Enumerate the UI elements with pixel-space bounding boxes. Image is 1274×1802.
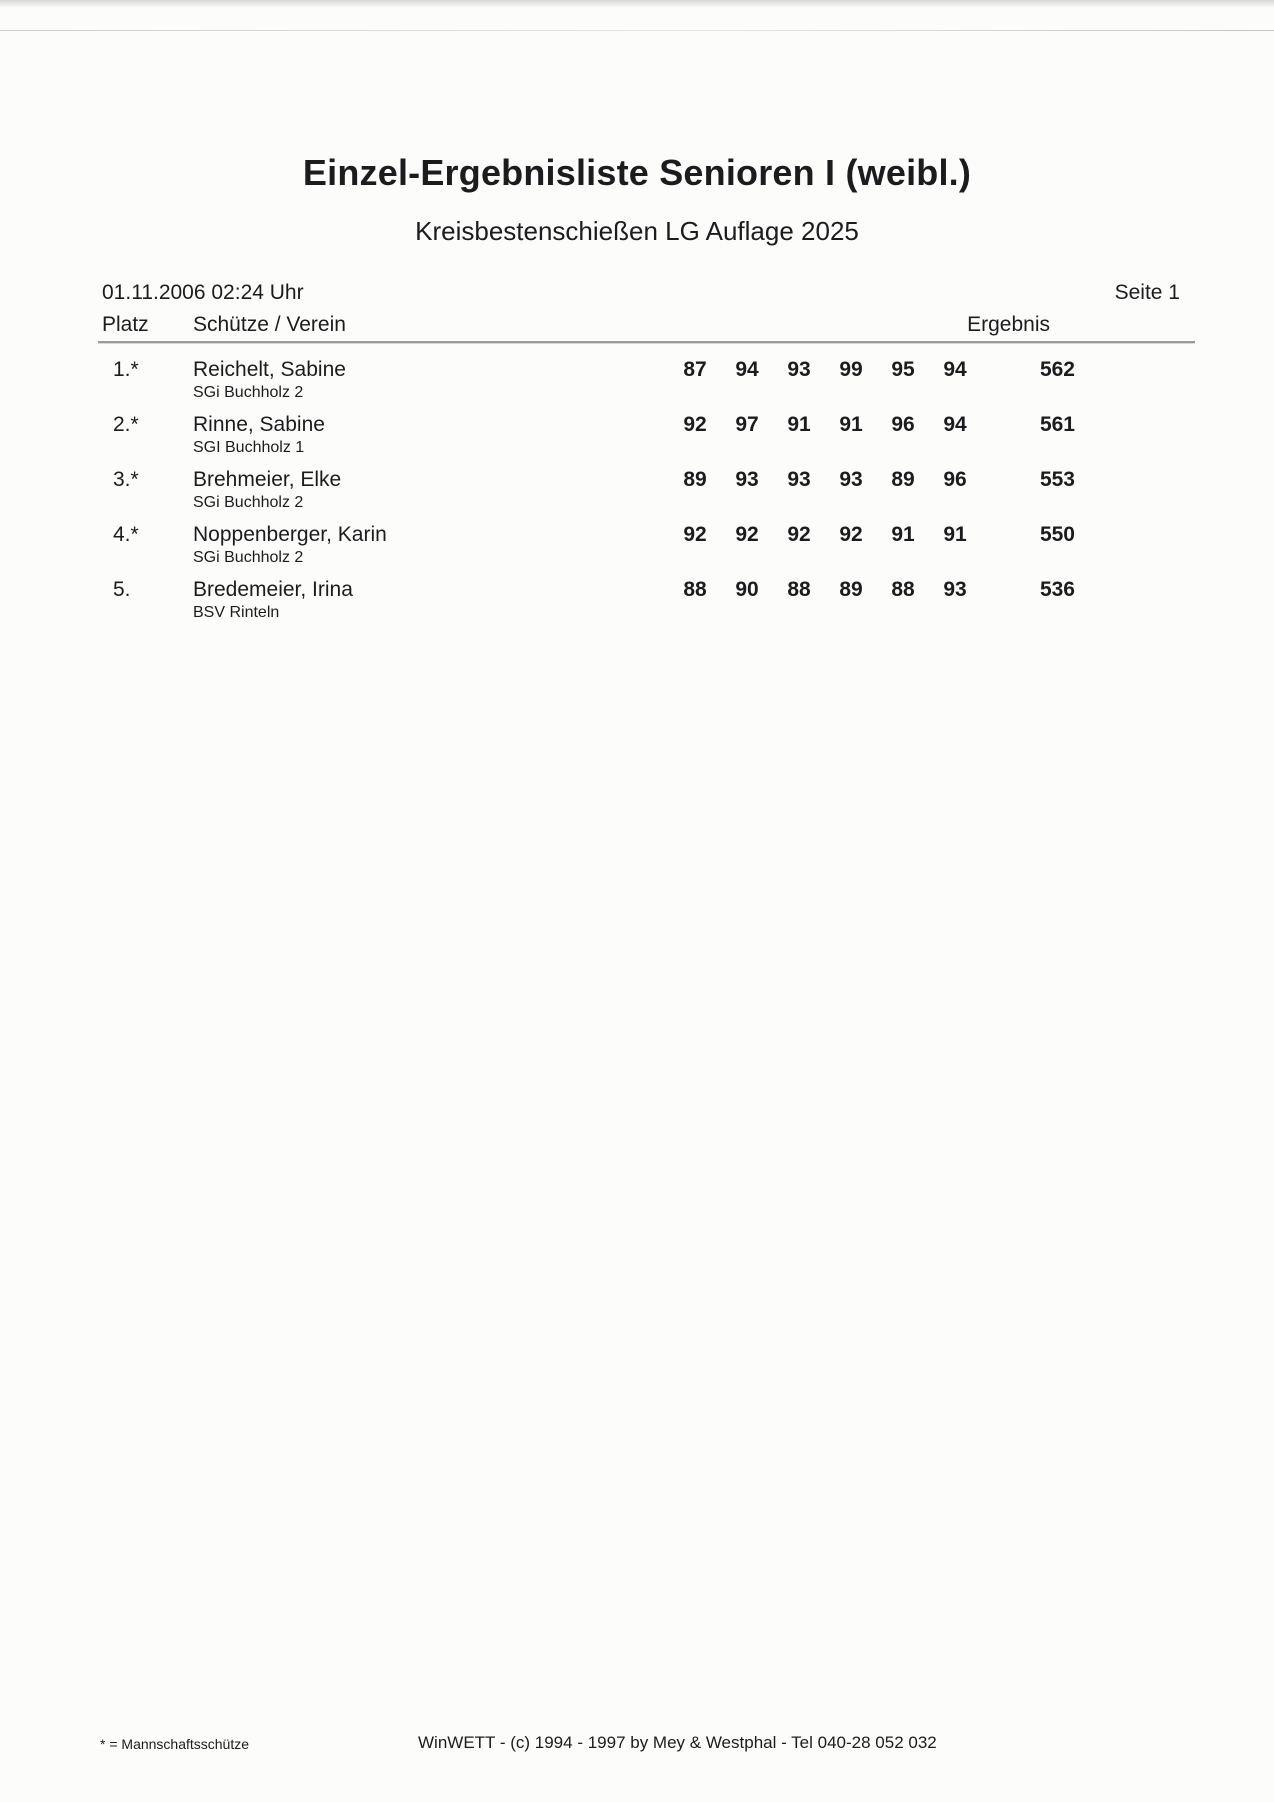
- shooter-name: Bredemeier, Irina: [193, 578, 353, 601]
- row-scores: [669, 358, 981, 382]
- series-score: 95: [891, 358, 915, 381]
- scan-edge-artifact: [0, 0, 1274, 8]
- page-number: Seite 1: [1114, 281, 1180, 304]
- shooter-club: SGi Buchholz 2: [193, 494, 304, 511]
- series-score: 91: [891, 523, 915, 546]
- table-row: [0, 358, 1274, 402]
- series-score: 99: [839, 358, 863, 381]
- shooter-club: SGI Buchholz 1: [193, 439, 305, 456]
- row-scores: [669, 413, 981, 437]
- series-score: 89: [891, 468, 915, 491]
- series-score: 94: [943, 358, 967, 381]
- program-credit: WinWETT - (c) 1994 - 1997 by Mey & Westphal - Tel 040-28 052 032: [418, 1733, 937, 1752]
- series-score: 87: [683, 358, 707, 381]
- series-score: 89: [683, 468, 707, 491]
- row-scores: [669, 468, 981, 492]
- row-shooter: [193, 358, 669, 402]
- row-shooter: [193, 468, 669, 512]
- series-score: 91: [943, 523, 967, 546]
- shooter-name: Reichelt, Sabine: [193, 358, 346, 381]
- row-scores: [669, 523, 981, 547]
- series-score: 94: [735, 358, 759, 381]
- shooter-name: Noppenberger, Karin: [193, 523, 387, 546]
- series-score: 88: [787, 578, 811, 601]
- header-divider: [98, 341, 1195, 344]
- series-score: 93: [787, 468, 811, 491]
- series-score: 92: [683, 413, 707, 436]
- row-shooter: [193, 523, 669, 567]
- row-place: 1.*: [113, 358, 139, 381]
- row-shooter: [193, 578, 669, 622]
- series-score: 88: [891, 578, 915, 601]
- table-row: [0, 523, 1274, 567]
- row-total: 550: [1039, 523, 1075, 546]
- results-rows: [0, 358, 1274, 633]
- row-place: 3.*: [113, 468, 139, 491]
- series-score: 90: [735, 578, 759, 601]
- row-shooter: [193, 413, 669, 457]
- page-footer: [0, 1733, 1274, 1757]
- row-total: 561: [1039, 413, 1075, 436]
- print-date: 01.11.2006 02:24 Uhr: [102, 281, 304, 304]
- series-score: 93: [943, 578, 967, 601]
- series-score: 96: [943, 468, 967, 491]
- column-header-shooter: Schütze / Verein: [193, 313, 346, 336]
- scan-line-artifact: [0, 30, 1274, 31]
- series-score: 89: [839, 578, 863, 601]
- series-score: 88: [683, 578, 707, 601]
- shooter-name: Brehmeier, Elke: [193, 468, 342, 491]
- row-place: 4.*: [113, 523, 139, 546]
- series-score: 92: [839, 523, 863, 546]
- series-score: 97: [735, 413, 759, 436]
- series-score: 92: [683, 523, 707, 546]
- shooter-club: SGi Buchholz 2: [193, 384, 304, 401]
- series-score: 91: [787, 413, 811, 436]
- shooter-name: Rinne, Sabine: [193, 413, 325, 436]
- series-score: 92: [735, 523, 759, 546]
- shooter-club: BSV Rinteln: [193, 604, 280, 621]
- row-scores: [669, 578, 981, 602]
- series-score: 93: [787, 358, 811, 381]
- table-row: [0, 413, 1274, 457]
- column-header-place: Platz: [102, 313, 149, 336]
- shooter-club: SGi Buchholz 2: [193, 549, 304, 566]
- series-score: 93: [735, 468, 759, 491]
- series-score: 91: [839, 413, 863, 436]
- series-score: 96: [891, 413, 915, 436]
- table-column-headers: [0, 313, 1274, 339]
- row-total: 553: [1039, 468, 1075, 491]
- row-place: 2.*: [113, 413, 139, 436]
- column-header-result: Ergebnis: [967, 313, 1050, 336]
- table-row: [0, 468, 1274, 512]
- asterisk-legend: * = Mannschaftsschütze: [100, 1736, 250, 1752]
- row-total: 536: [1039, 578, 1075, 601]
- series-score: 94: [943, 413, 967, 436]
- page-subtitle: Kreisbestenschießen LG Auflage 2025: [415, 216, 859, 246]
- row-place: 5.: [113, 578, 131, 601]
- series-score: 93: [839, 468, 863, 491]
- row-total: 562: [1039, 358, 1075, 381]
- page-title: Einzel-Ergebnisliste Senioren I (weibl.): [302, 152, 972, 193]
- series-score: 92: [787, 523, 811, 546]
- table-row: [0, 578, 1274, 622]
